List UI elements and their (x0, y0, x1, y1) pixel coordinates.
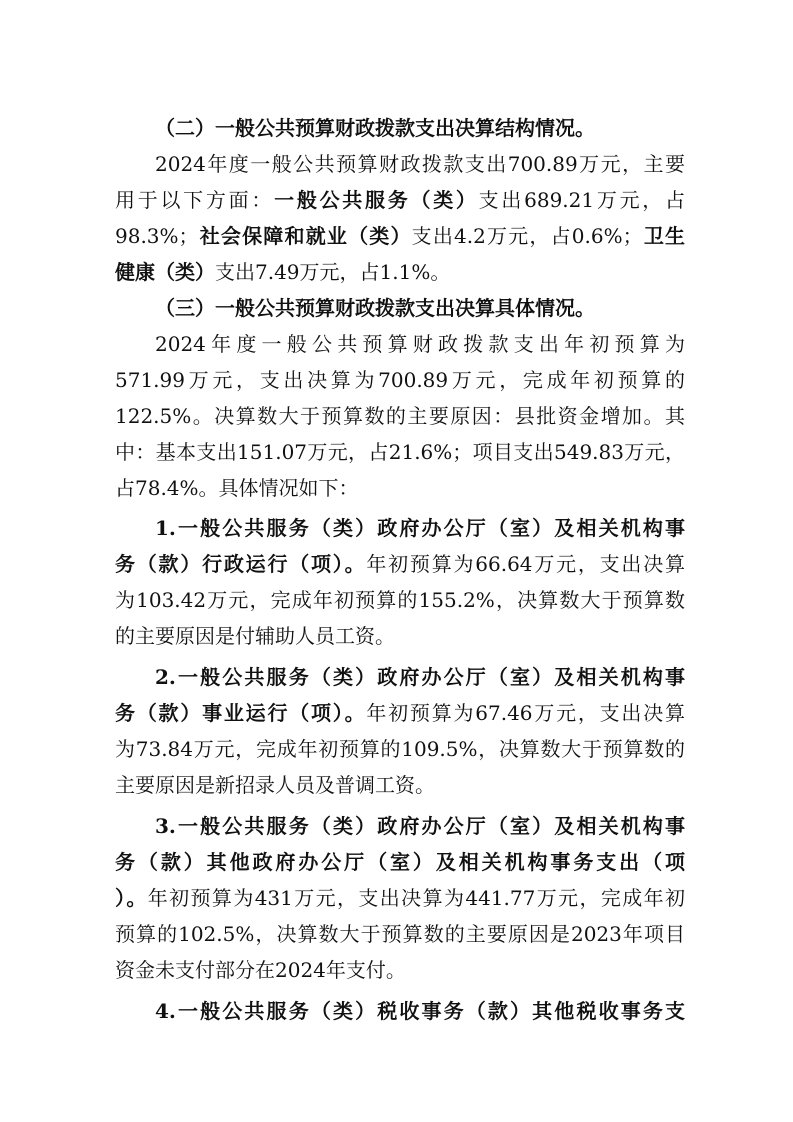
item-line: 为103.42万元，完成年初预算的155.2%，决算数大于预算数 (115, 588, 685, 612)
paragraph-text: 支出7.49万元，占1.1%。 (215, 260, 451, 284)
item-text: 年初预算为431万元，支出决算为441.77万元，完成年初 (147, 886, 685, 910)
item-title-3: 3.一般公共服务（类）政府办公厅（室）及相关机构事 (155, 814, 685, 838)
paragraph-text: 98.3%； (115, 224, 199, 248)
item-text: 年初预算为66.64万元，支出决算 (366, 552, 685, 576)
item-title-3-end: ）。 (115, 886, 148, 910)
paragraph-text: 用于以下方面： (115, 188, 275, 212)
section-heading-2: （二）一般公共预算财政拨款支出决算结构情况。 (155, 116, 595, 140)
paragraph-text: 支出4.2万元，占0.6%； (411, 224, 643, 248)
item-title-3-cont: 务（款）其他政府办公厅（室）及相关机构事务支出（项 (115, 850, 685, 874)
item-title-1-cont: 务（款）行政运行（项）。 (115, 552, 367, 576)
item-line (115, 880, 685, 916)
paragraph-line (115, 254, 685, 290)
section-heading-3: （三）一般公共预算财政拨款支出决算具体情况。 (155, 296, 595, 320)
paragraph-line (115, 182, 685, 218)
category-name: 卫生 (642, 224, 685, 248)
item-title-2: 2.一般公共服务（类）政府办公厅（室）及相关机构事 (155, 665, 685, 689)
category-name: 社会保障和就业（类） (198, 224, 412, 248)
item-line: 资金未支付部分在2024年支付。 (115, 958, 406, 982)
item-title-4: 4.一般公共服务（类）税收事务（款）其他税收事务支 (155, 999, 685, 1023)
item-line: 为73.84万元，完成年初预算的109.5%，决算数大于预算数的 (115, 737, 685, 761)
paragraph-line: 2024年度一般公共预算财政拨款支出700.89万元，主要 (155, 152, 685, 176)
item-line (115, 695, 685, 731)
paragraph-line (115, 218, 685, 254)
paragraph-line: 中：基本支出151.07万元，占21.6%；项目支出549.83万元， (115, 440, 685, 464)
item-text: 年初预算为67.46万元，支出决算 (366, 701, 685, 725)
paragraph-line: 122.5%。决算数大于预算数的主要原因：县批资金增加。其 (115, 404, 685, 428)
item-title-2-cont: 务（款）事业运行（项）。 (115, 701, 367, 725)
item-line: 预算的102.5%，决算数大于预算数的主要原因是2023年项目 (115, 922, 685, 946)
paragraph-line: 2024年度一般公共预算财政拨款支出年初预算为 (155, 332, 685, 356)
item-line (115, 546, 685, 582)
item-line: 的主要原因是付辅助人员工资。 (115, 624, 395, 648)
category-name: 健康（类） (115, 260, 215, 284)
paragraph-line: 571.99万元，支出决算为700.89万元，完成年初预算的 (115, 368, 685, 392)
paragraph-text: 支出689.21万元，占 (478, 188, 685, 212)
paragraph-line: 占78.4%。具体情况如下： (115, 476, 359, 500)
item-line: 主要原因是新招录人员及普调工资。 (115, 773, 435, 797)
item-title-1: 1.一般公共服务（类）政府办公厅（室）及相关机构事 (155, 516, 685, 540)
category-name: 一般公共服务（类） (274, 188, 479, 212)
